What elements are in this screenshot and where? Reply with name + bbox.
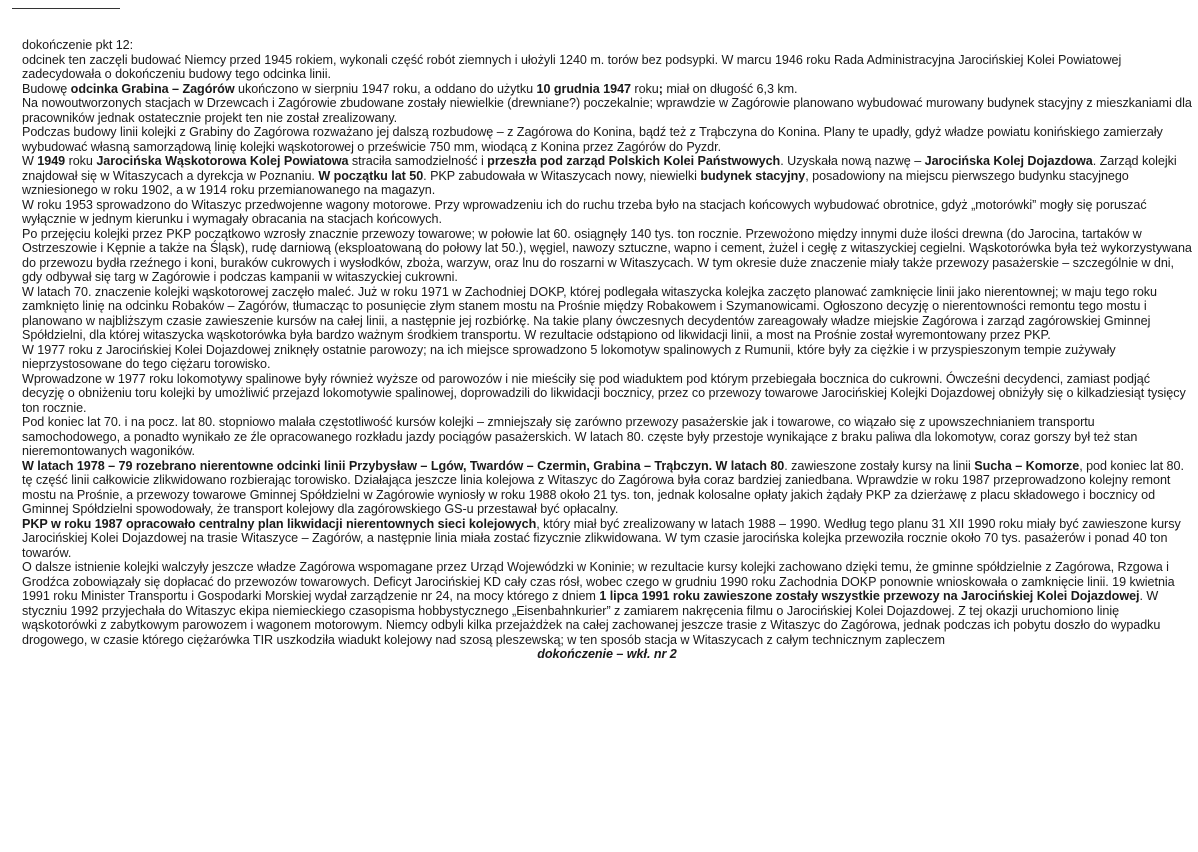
text-run: Budowę xyxy=(22,81,71,96)
text-run: . Zarząd kolejki znajdował się w Witaszycach a dyrekcja w Poznaniu. xyxy=(22,154,1177,183)
text-run: Na nowoutworzonych stacjach w Drzewcach i Zagórowie zbudowane zostały niewielkie (drewniane?) poczekalnie; wprawdzie w Zagórowie planowano wybudować murowany budynek stacyjny z mieszkaniami dla pracowników jednak ostatecznie projekt ten nie został zrealizowany. xyxy=(22,96,1192,125)
bold-text: Jarocińska Wąskotorowa Kolej Powiatowa xyxy=(96,154,349,168)
text-run: W 1977 roku z Jarocińskiej Kolei Dojazdowej zniknęły ostatnie parowozy; na ich miejsce sprowadzono 5 lokomotyw spalinowych z Rumunii, które były za ciężkie i w przyspieszonym tempie zużywały nieprzystosowane do tego ciężaru torowisko. xyxy=(22,342,1116,371)
paragraph xyxy=(22,343,1192,372)
text-run: Podczas budowy linii kolejki z Grabiny do Zagórowa rozważano jej dalszą rozbudowę – z Zagórowa do Konina, bądź też z Trąbczyna do Konina. Plany te upadły, gdyż władze powiatu konińskiego zamierzały wybudować własną samorządową linię kolejki wąskotorowej o prześwicie 750 mm, wiodącą z Konina przez Zagórów do Pyzdr. xyxy=(22,125,1163,154)
bold-text: 1949 xyxy=(37,154,66,168)
text-run: , pod koniec lat 80. tę część linii całkowicie zlikwidowano rozbierając torowisko. Działająca jeszcze linia kolejowa z Witaszyc do Zagórowa była coraz bardziej zaniedbana. Wprawdzie w roku 1987 przeprowadzono kolejny remont mostu na Prośnie, a przewozy towarowe Gminnej Spółdzielni w Zagórowie wyniosły w roku 1988 około 21 tys. ton, jednak kolosalne opłaty jakich żądały PKP za dzierżawę z placu składowego i bocznicy od Gminnej Spółdzielni spowodowały, że transport kolejowy dla zagórowskiego GS-u przestawał być opłacalny. xyxy=(22,458,1184,516)
footer-note: dokończenie – wkł. nr 2 xyxy=(537,647,677,661)
text-run: Wprowadzone w 1977 roku lokomotywy spalinowe były również wyższe od parowozów i nie mieściły się pod wiaduktem pod którym przebiegała bocznica do cukrowni. Ówcześni decydenci, zamiast podjąć decyzję o obniżeniu toru kolejki by umożliwić przejazd lokomotywie spalinowej, doprowadzili do likwidacji bocznicy, przez co przewozy towarowe Jarocińskiej Kolejki Dojazdowej obniżyły się o kilkadziesiąt tysięcy ton rocznie. xyxy=(22,371,1186,415)
paragraph xyxy=(22,154,1192,198)
paragraph xyxy=(22,285,1192,343)
bold-text: W początku lat 50 xyxy=(318,168,424,183)
text-run: miał on długość 6,3 km. xyxy=(662,81,798,96)
text-run: Pod koniec lat 70. i na pocz. lat 80. stopniowo malała częstotliwość kursów kolejki – zmniejszały się zarówno przewozy pasażerskie jak i towarowe, co wiązało się z upowszechnianiem transportu samochodowego, a ponadto wynikało ze źle opracowanego rozkładu jazdy pociągów pasażerskich. W latach 80. częste były przestoje wynikające z braku paliwa dla lokomotyw, coraz gorszy był też stan nieremontowanych wagoników. xyxy=(22,415,1138,458)
paragraph xyxy=(22,415,1192,459)
bold-text: Sucha – Komorze xyxy=(974,458,1080,473)
bold-text: 10 grudnia 1947 xyxy=(536,81,631,96)
paragraph xyxy=(22,227,1192,285)
bold-text: W latach 1978 – 79 rozebrano nierentowne odcinki linii Przybysław – Lgów, Twardów – Czermin, Grabina – Trąbczyn. W latach 80 xyxy=(22,458,785,473)
text-run: , posadowiony na miejscu pierwszego budynku stacyjnego wzniesionego w roku 1902, a w 1914 roku przemianowanego na magazyn. xyxy=(22,168,1129,197)
paragraph xyxy=(22,372,1192,416)
bold-text: przeszła pod zarząd Polskich Kolei Państwowych xyxy=(487,154,781,168)
bold-text: PKP w roku 1987 opracowało centralny plan likwidacji nierentownych sieci kolejowych xyxy=(22,516,537,531)
paragraph xyxy=(22,198,1192,227)
text-run: W latach 70. znaczenie kolejki wąskotorowej zaczęło maleć. Już w roku 1971 w Zachodniej DOKP, której podlegała witaszycka kolejka zaczęto planować zamknięcie linii jako nierentownej; w maju tego roku zamknięto linię na odcinku Robaków – Zagórów, tłumacząc to posunięcie złym stanem mostu na Prośnie między Robakowem i Szymanowicami. Ogłoszono decyzję o nierentowności remontu tego mostu i planowano w najbliższym czasie zawieszenie kursów na całej linii, a następnie jej rozbiórkę. Na takie plany ówczesnych decydentów zareagowały władze miejskie Zagórowa i zarząd zagórowskiej Gminnej Spółdzielni, dla której witaszycka wąskotorówka była bardzo ważnym środkiem transportu. W rezultacie odstąpiono od likwidacji linii, a most na Prośnie został wyremontowany przez PKP. xyxy=(22,284,1158,342)
text-run: odcinek ten zaczęli budować Niemcy przed 1945 rokiem, wykonali część robót ziemnych i ułożyli 1240 m. torów bez podsypki. W marcu 1946 roku Rada Administracyjna Jarocińskiej Kolei Powiatowej zadecydowała o dokończeniu budowy tego odcinka linii. xyxy=(22,52,1122,81)
top-rule xyxy=(12,8,120,9)
text-run: . PKP zabudowała w Witaszycach nowy, niewielki xyxy=(423,168,701,183)
bold-text: odcinka Grabina – Zagórów xyxy=(70,81,235,96)
text-run: Po przejęciu kolejki przez PKP początkowo wzrosły znacznie przewozy towarowe; w połowie lat 60. osiągnęły 140 tys. ton rocznie. Przewożono między innymi duże ilości drewna (do Jarocina, tartaków w Ostrzeszowie i Kępnie a także na Śląsk), rudę darniową (eksploatowaną do połowy lat 50.), węgiel, nawozy sztuczne, wapno i cement, żużel i cegłę z witaszyckiej cegielni. Wąskotorówka była też wykorzystywana do przewozu bydła rzeźnego i koni, buraków cukrowych i wysłodków, zboża, warzyw, oraz lnu do roszarni w Witaszycach. W tym okresie duże znaczenie miały także przewozy pasażerskie – szczególnie w dni, gdy odbywał się targ w Zagórowie i podczas kampanii w witaszyckiej cukrowni. xyxy=(22,226,1192,284)
paragraph-list xyxy=(22,38,1192,647)
paragraph xyxy=(22,517,1192,561)
text-run: O dalsze istnienie kolejki walczyły jeszcze władze Zagórowa wspomagane przez Urząd Wojewódzki w Koninie; w rezultacie kursy kolejki zachowano dzięki temu, że gminne spółdzielnie z Zagórowa, Rzgowa i Grodźca zobowiązały się dopłacać do przewozów towarowych. Deficyt Jarocińskiej KD cały czas rósł, wobec czego w grudniu 1990 roku Zachodnia DOKP ponownie wnioskowała o zamknięcie linii. 19 kwietnia 1991 roku Minister Transportu i Gospodarki Morskiej wydał zarządzenie nr 24, na mocy którego z dniem xyxy=(22,560,1175,603)
text-run: roku xyxy=(630,81,659,96)
text-run: , który miał być zrealizowany w latach 1988 – 1990. Według tego planu 31 XII 1990 roku miały być zawieszone kursy Jarocińskiej Kolei Dojazdowej na trasie Witaszyce – Zagórów, a następnie linia miała zostać fizycznie zlikwidowana. W tym czasie jarocińska kolejka przewoziła rocznie około 70 tys. pasażerów i ponad 40 ton towarów. xyxy=(22,516,1181,560)
text-run: dokończenie pkt 12: xyxy=(22,38,134,52)
paragraph xyxy=(22,125,1192,154)
text-run: . zawieszone zostały kursy na linii xyxy=(784,458,975,473)
paragraph xyxy=(22,38,1192,53)
text-run: ukończono w sierpniu 1947 roku, a oddano do użytku xyxy=(234,81,537,96)
bold-text: ; xyxy=(658,81,663,96)
bold-text: Jarocińska Kolej Dojazdowa xyxy=(924,154,1093,168)
text-run: roku xyxy=(65,154,97,168)
text-run: . Uzyskała nową nazwę – xyxy=(780,154,925,168)
text-run: . W styczniu 1992 przyjechała do Witaszyc ekipa niemieckiego czasopisma hobbystycznego „Eisenbahnkurier” z zamiarem nakręcenia filmu o Jarocińskiej Kolei Dojazdowej. Z tej okazji uruchomiono linię wąskotorówki z zabytkowym parowozem i wagonem motorowym. Niemcy odbyli kilka przejażdżek na całej zachowanej jeszcze trasie z Witaszyc do Zagórowa, jednak podczas ich pobytu doszło do wypadku drogowego, w czasie którego ciężarówka TIR uszkodziła wiadukt kolejowy nad szosą pleszewską; w ten sposób stacja w Witaszycach z całym technicznym zapleczem xyxy=(22,589,1161,647)
paragraph xyxy=(22,53,1192,82)
text-run: W roku 1953 sprowadzono do Witaszyc przedwojenne wagony motorowe. Przy wprowadzeniu ich do ruchu trzeba było na stacjach końcowych wybudować obrotnice, gdyż „motorówki” mogły się poruszać wyłącznie w jednym kierunku i wymagały obracania na stacjach końcowych. xyxy=(22,197,1147,226)
paragraph xyxy=(22,560,1192,647)
paragraph xyxy=(22,82,1192,97)
bold-text: budynek stacyjny xyxy=(700,168,806,183)
document-body xyxy=(22,38,1192,662)
text-run: straciła samodzielność i xyxy=(348,154,488,168)
bold-text: 1 lipca 1991 roku zawieszone zostały wszystkie przewozy na Jarocińskiej Kolei Dojazdowej xyxy=(599,589,1140,603)
paragraph xyxy=(22,459,1192,517)
paragraph xyxy=(22,96,1192,125)
text-run: W xyxy=(22,154,38,168)
